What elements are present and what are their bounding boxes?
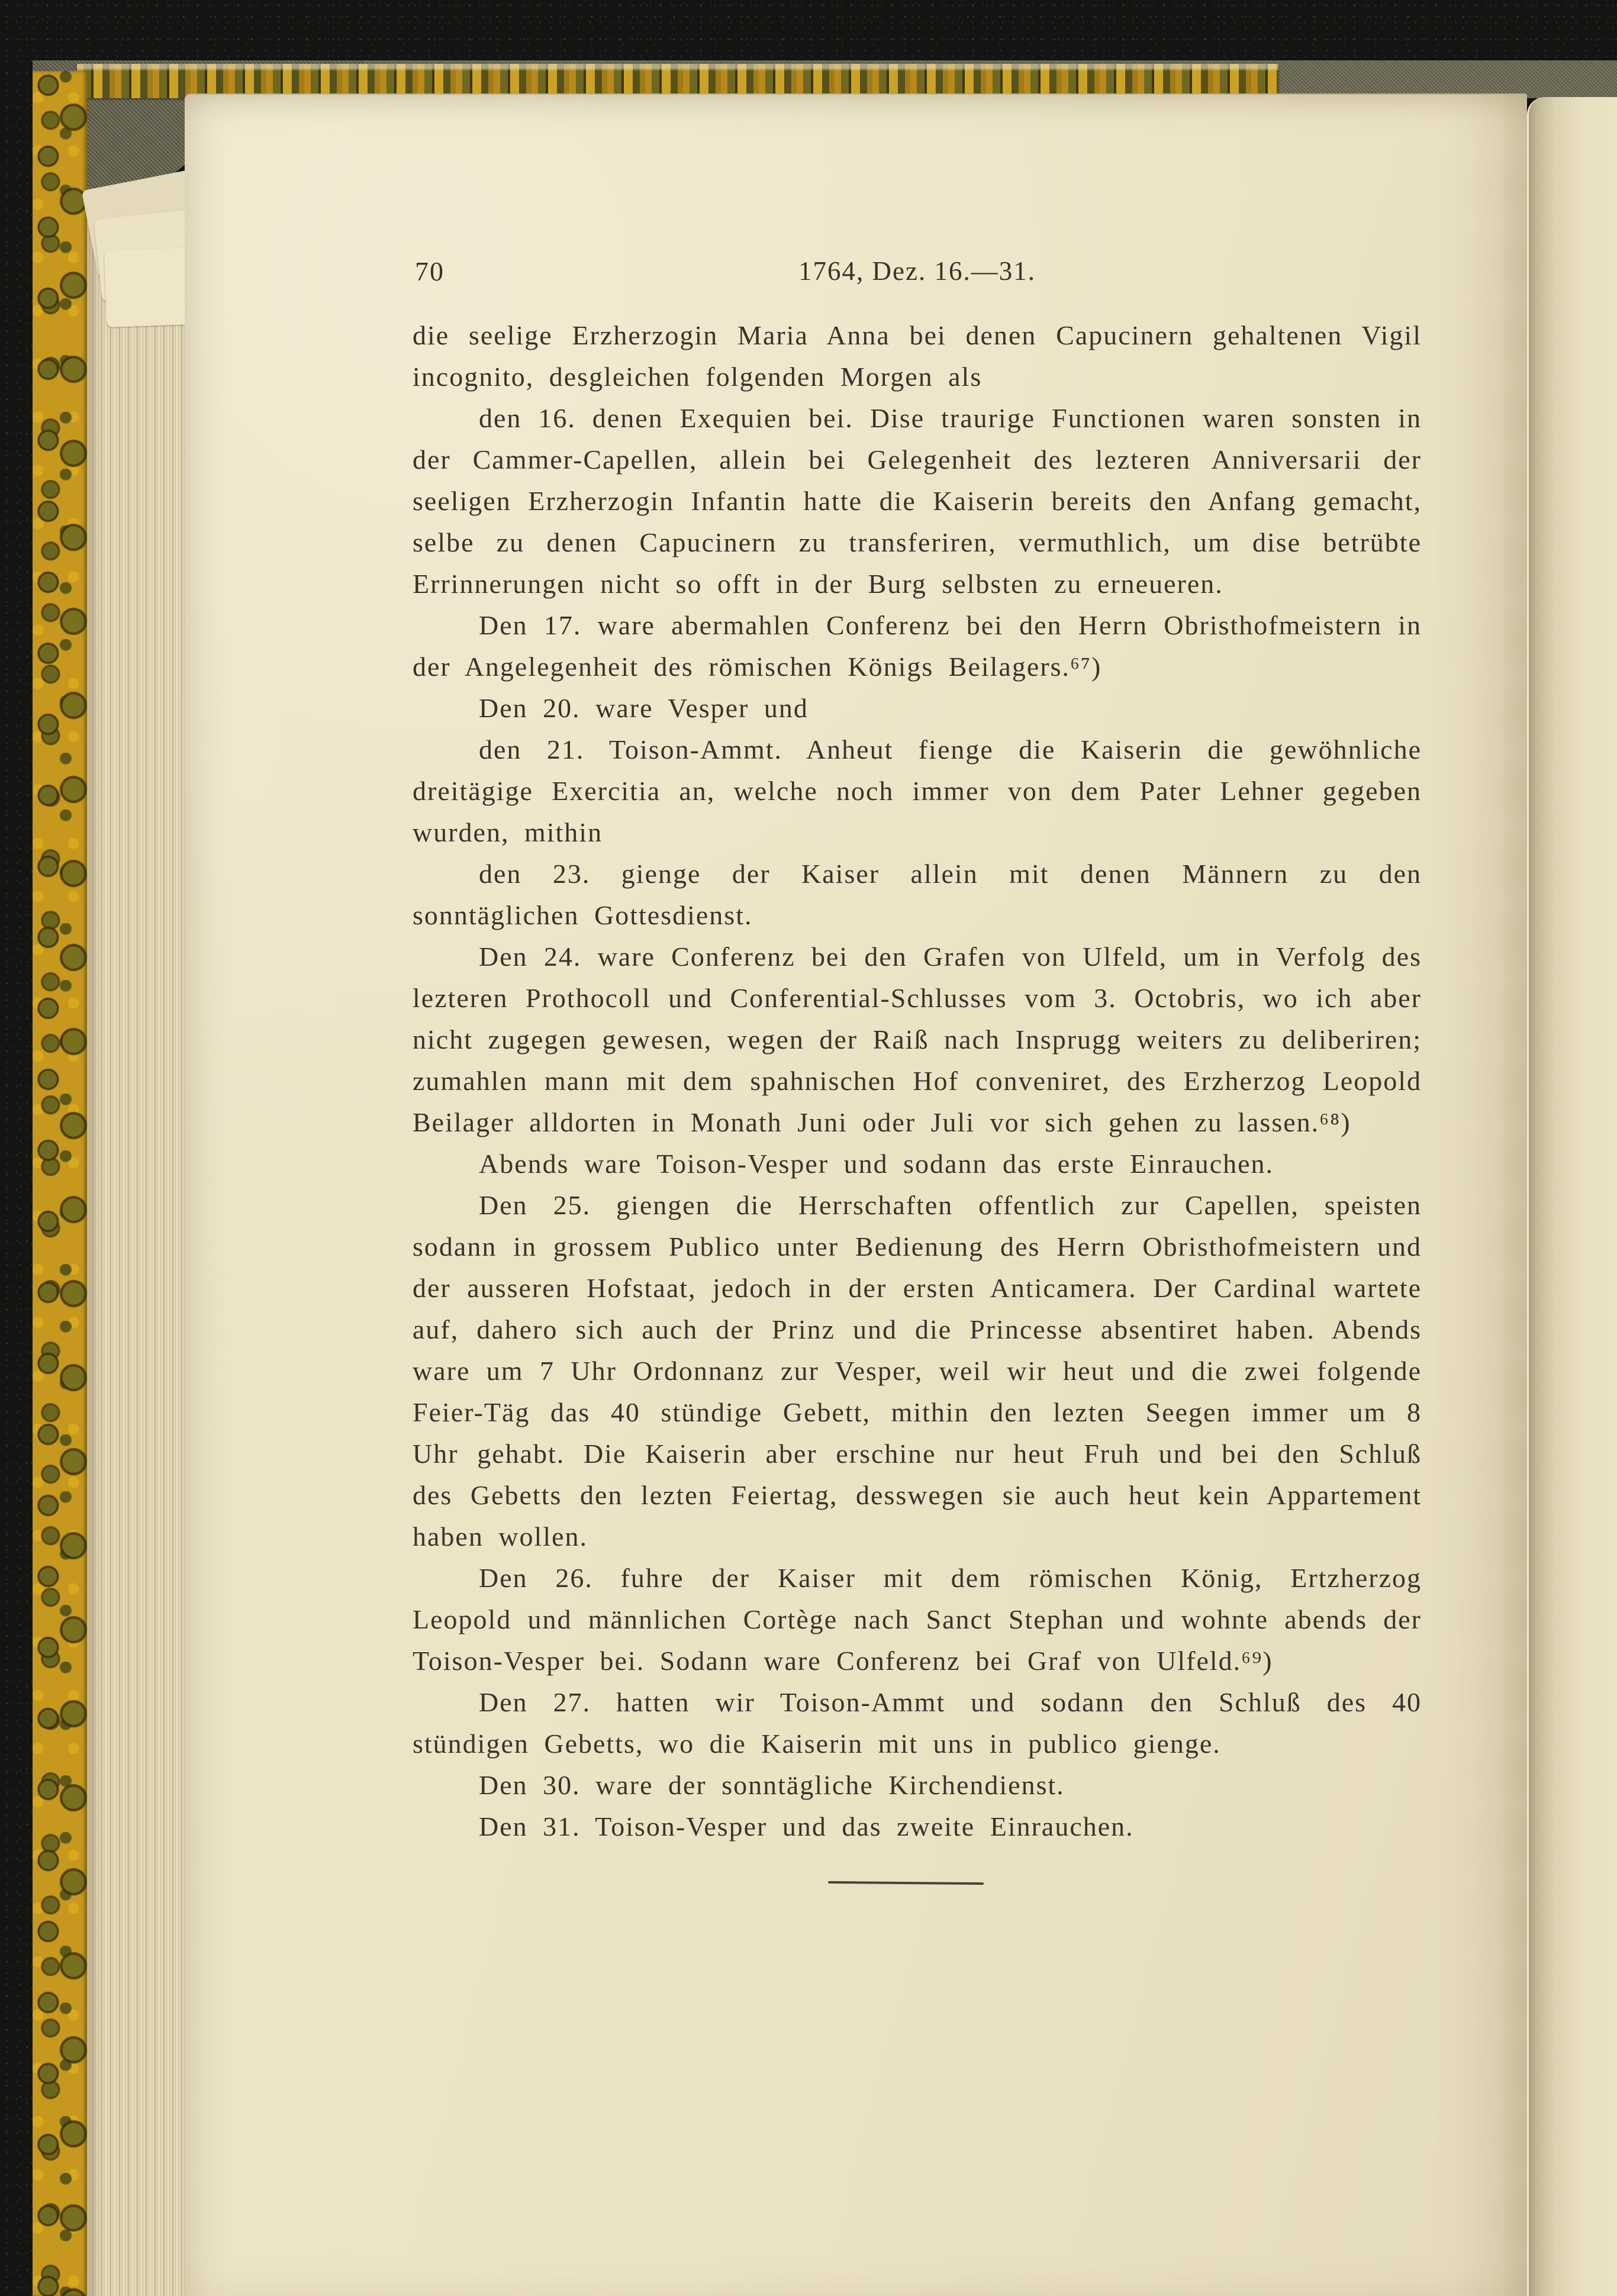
paragraph: Den 30. ware der sonntägliche Kirchendienst. [479, 1770, 1065, 1800]
paragraph: Den 25. giengen die Herrschaften offentlich zur Capellen, speisten sodann in grossem Publico unter Bedienung des Herrn Obristhofmeistern und der ausseren Hofstaat, jedoch in der ersten Anticamera. Der Cardinal wartete auf, dahero sich auch der Prinz und die Princesse absentiret haben. Abends ware um 7 Uhr Ordonnanz zur Vesper, weil wir heut und die zwei folgende Feier-Täg das 40 stündige Gebett, mithin den lezten Seegen immer um 8 Uhr gehabt. Die Kaiserin aber erschine nur heut Fruh und bei den Schluß des Gebetts den lezten Feiertag, desswegen sie auch heut kein Appartement haben wollen. [413, 1190, 1422, 1552]
paragraph: die seelige Erzherzogin Maria Anna bei denen Capucinern gehaltenen Vigil incognito, desgleichen folgenden Morgen als [413, 320, 1422, 392]
paragraph: Den 27. hatten wir Toison-Ammt und sodann den Schluß des 40 stündigen Gebetts, wo die Kaiserin mit uns in publico gienge. [413, 1687, 1422, 1759]
page-number: 70 [415, 256, 444, 286]
running-head: 1764, Dez. 16.—31. [798, 256, 1036, 286]
facing-page-sliver [1527, 97, 1617, 2296]
page-header [413, 256, 1422, 298]
paragraph: Den 24. ware Conferenz bei den Grafen von Ulfeld, um in Verfolg des lezteren Prothocoll und Conferential-Schlusses vom 3. Octobris, wo ich aber nicht zugegen gewesen, wegen der Raiß nach Insprugg weiters zu deliberiren; zumahlen mann mit dem spahnischen Hof conveniret, des Erzherzog Leopold Beilager alldorten in Monath Juni oder Juli vor sich gehen zu lassen.⁶⁸) [413, 941, 1422, 1137]
paragraph: Abends ware Toison-Vesper und sodann das erste Einrauchen. [479, 1149, 1274, 1179]
paragraph: den 21. Toison-Ammt. Anheut fienge die Kaiserin die gewöhnliche dreitägige Exercitia an, welche noch immer von dem Pater Lehner gegeben wurden, mithin [413, 734, 1422, 847]
section-divider-rule [828, 1881, 984, 1885]
paragraph: Den 31. Toison-Vesper und das zweite Einrauchen. [479, 1811, 1134, 1842]
book-page [185, 93, 1527, 2296]
page-edges-stack [87, 201, 185, 2296]
paragraph: Den 17. ware abermahlen Conferenz bei den Herrn Obristhofmeistern in der Angelegenheit des römischen Königs Beilagers.⁶⁷) [413, 610, 1422, 682]
paragraph: Den 26. fuhre der Kaiser mit dem römischen König, Ertzherzog Leopold und männlichen Cortège nach Sanct Stephan und wohnte abends der Toison-Vesper bei. Sodann ware Conferenz bei Graf von Ulfeld.⁶⁹) [413, 1563, 1422, 1676]
text-block [413, 315, 1422, 1884]
paragraph: Den 20. ware Vesper und [479, 693, 808, 723]
paragraph: den 23. gienge der Kaiser allein mit denen Männern zu den sonntäglichen Gottesdienst. [413, 859, 1422, 930]
marbled-endpaper-left [33, 71, 87, 2296]
paragraph: den 16. denen Exequien bei. Dise traurige Functionen waren sonsten in der Cammer-Capellen, allein bei Gelegenheit des lezteren Anniversarii der seeligen Erzherzogin Infantin hatte die Kaiserin bereits den Anfang gemacht, selbe zu denen Capucinern zu transferiren, vermuthlich, um dise betrübte Errinnerungen nicht so offt in der Burg selbsten zu erneueren. [413, 403, 1422, 599]
